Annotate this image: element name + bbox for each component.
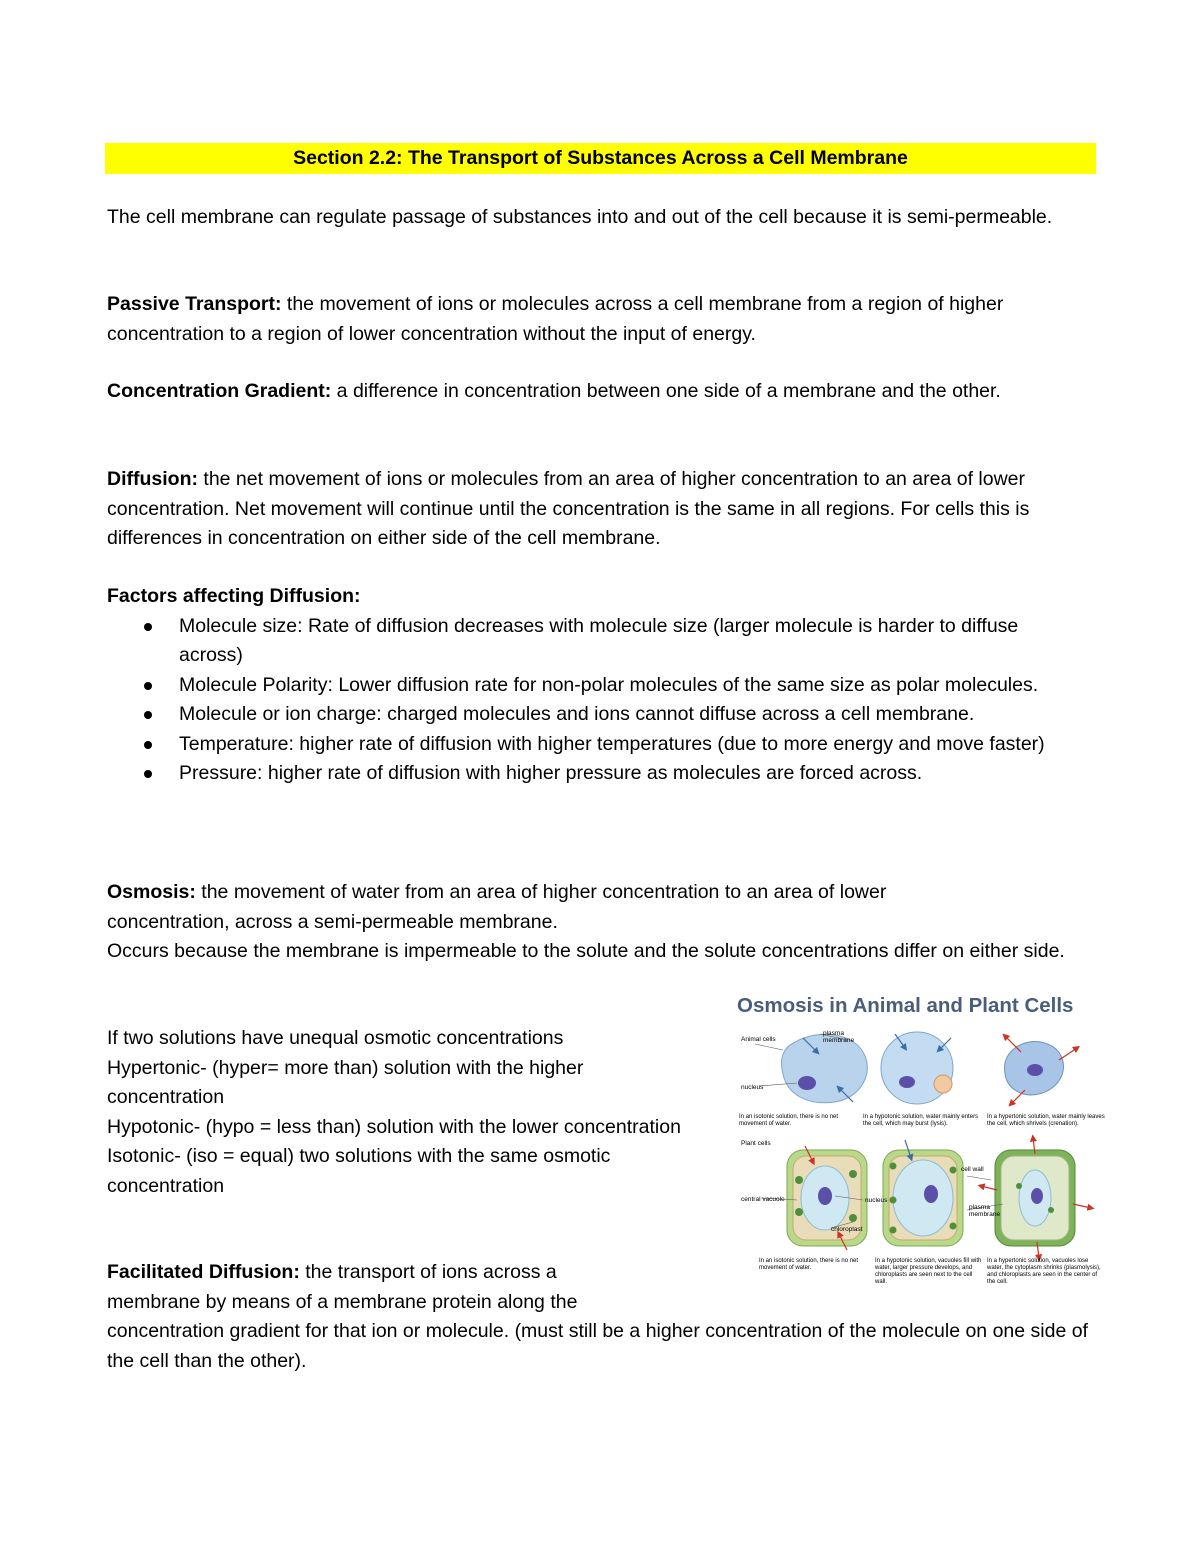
nucleus-icon [899, 1076, 915, 1088]
intro-paragraph: The cell membrane can regulate passage of substances into and out of the cell because it is semi-permeable. [107, 206, 1053, 228]
section-title: Section 2.2: The Transport of Substances Across a Cell Membrane [105, 143, 1096, 174]
concentration-gradient-definition: a difference in concentration between one side of a membrane and the other. [331, 380, 1001, 402]
diffusion-paragraph [107, 465, 1097, 554]
osmosis-figure [735, 990, 1107, 1290]
facilitated-diffusion-paragraph [107, 1258, 647, 1317]
isotonic-definition: Isotonic- (iso = equal) two solutions with the same osmotic concentration [107, 1145, 611, 1197]
hypotonic-definition: Hypotonic- (hypo = less than) solution with the lower concentration [107, 1115, 681, 1138]
list-item: Temperature: higher rate of diffusion with higher temperatures (due to more energy and move faster) [107, 730, 1067, 760]
nucleus-icon [798, 1076, 816, 1090]
osmosis-paragraph [107, 878, 1007, 937]
concentration-gradient-paragraph [107, 377, 1097, 407]
caption-plant-hypotonic: In a hypotonic solution, vacuoles fill with water, larger pressure develops, and chloroplasts are seen next to the cell wall. [875, 1258, 982, 1285]
nucleus-icon [924, 1185, 938, 1203]
osmosis-term: Osmosis: [107, 881, 196, 903]
list-item: Pressure: higher rate of diffusion with higher pressure as molecules are forced across. [107, 759, 1067, 789]
hypertonic-definition: Hypertonic- (hyper= more than) solution with the higher concentration [107, 1056, 584, 1108]
nucleus-icon [1031, 1188, 1043, 1204]
list-item: Molecule size: Rate of diffusion decreases with molecule size (larger molecule is harder to diffuse across) [107, 612, 1067, 671]
osmosis-definition: the movement of water from an area of higher concentration to an area of lower concentration, across a semi-permeable membrane. [107, 881, 887, 933]
plant-cell-isotonic [787, 1146, 867, 1250]
caption-animal-hypotonic: In a hypotonic solution, water mainly enters the cell, which may burst (lysis). [863, 1114, 979, 1127]
label-central-vacuole: central vacuole [741, 1196, 785, 1203]
caption-plant-isotonic: In an isotonic solution, there is no net movement of water. [759, 1258, 859, 1271]
label-plasma-membrane: plasma membrane [823, 1030, 855, 1044]
diffusion-definition: the net movement of ions or molecules from an area of higher concentration to an area of lower concentration. Net movement will continue until the concentration is the same in all regions. For cells this is differences in concentration on either side of the cell membrane. [107, 468, 1030, 549]
caption-animal-isotonic: In an isotonic solution, there is no net movement of water. [739, 1114, 839, 1127]
osmosis-diagram [735, 990, 1107, 1290]
label-chloroplast: chloroplast [831, 1226, 863, 1233]
factors-heading: Factors affecting Diffusion: [107, 585, 361, 607]
tonicity-intro: If two solutions have unequal osmotic concentrations [107, 1027, 564, 1049]
caption-animal-hypertonic: In a hypertonic solution, water mainly leaves the cell, which shrivels (crenation). [987, 1114, 1105, 1127]
facilitated-diffusion-continuation: concentration gradient for that ion or molecule. (must still be a higher concentration of the molecule on one side of the cell than the other). [107, 1320, 1088, 1372]
figure-title: Osmosis in Animal and Plant Cells [737, 994, 1074, 1017]
label-plant-cells: Plant cells [741, 1140, 771, 1147]
plant-cell-hypertonic [981, 1138, 1091, 1258]
label-nucleus-plant: nucleus [865, 1197, 888, 1204]
animal-cell-isotonic [782, 1034, 868, 1103]
animal-cell-hypotonic [881, 1032, 953, 1104]
passive-transport-paragraph [107, 290, 1097, 349]
label-animal-cells: Animal cells [741, 1036, 776, 1043]
concentration-gradient-term: Concentration Gradient: [107, 380, 332, 402]
animal-cell-hypertonic [1004, 1036, 1077, 1104]
factors-list [107, 612, 1067, 789]
factors-section [107, 582, 1097, 789]
nucleus-icon [1027, 1064, 1043, 1076]
label-nucleus: nucleus [741, 1084, 764, 1091]
label-cell-wall: cell wall [961, 1166, 984, 1173]
facilitated-diffusion-definition-start: the transport of ions across a membrane by means of a membrane protein along the [107, 1261, 578, 1313]
caption-plant-hypertonic: In a hypertonic solution, vacuoles lose water, the cytoplasm shrinks (plasmolysis), and chloroplasts are seen in the center of the cell. [987, 1258, 1101, 1285]
tonicity-section [107, 1024, 692, 1201]
osmosis-note: Occurs because the membrane is impermeable to the solute and the solute concentrations differ on either side. [107, 940, 1065, 962]
label-plasma-membrane-plant: plasma membrane [969, 1204, 1001, 1218]
list-item: Molecule Polarity: Lower diffusion rate for non-polar molecules of the same size as polar molecules. [107, 671, 1067, 701]
diffusion-term: Diffusion: [107, 468, 198, 490]
facilitated-diffusion-term: Facilitated Diffusion: [107, 1261, 300, 1283]
list-item: Molecule or ion charge: charged molecules and ions cannot diffuse across a cell membrane. [107, 700, 1067, 730]
passive-transport-term: Passive Transport: [107, 293, 282, 315]
plant-cell-hypotonic [883, 1140, 963, 1246]
nucleus-icon [818, 1187, 832, 1205]
passive-transport-definition: the movement of ions or molecules across a cell membrane from a region of higher concentration to a region of lower concentration without the input of energy. [107, 293, 1004, 345]
